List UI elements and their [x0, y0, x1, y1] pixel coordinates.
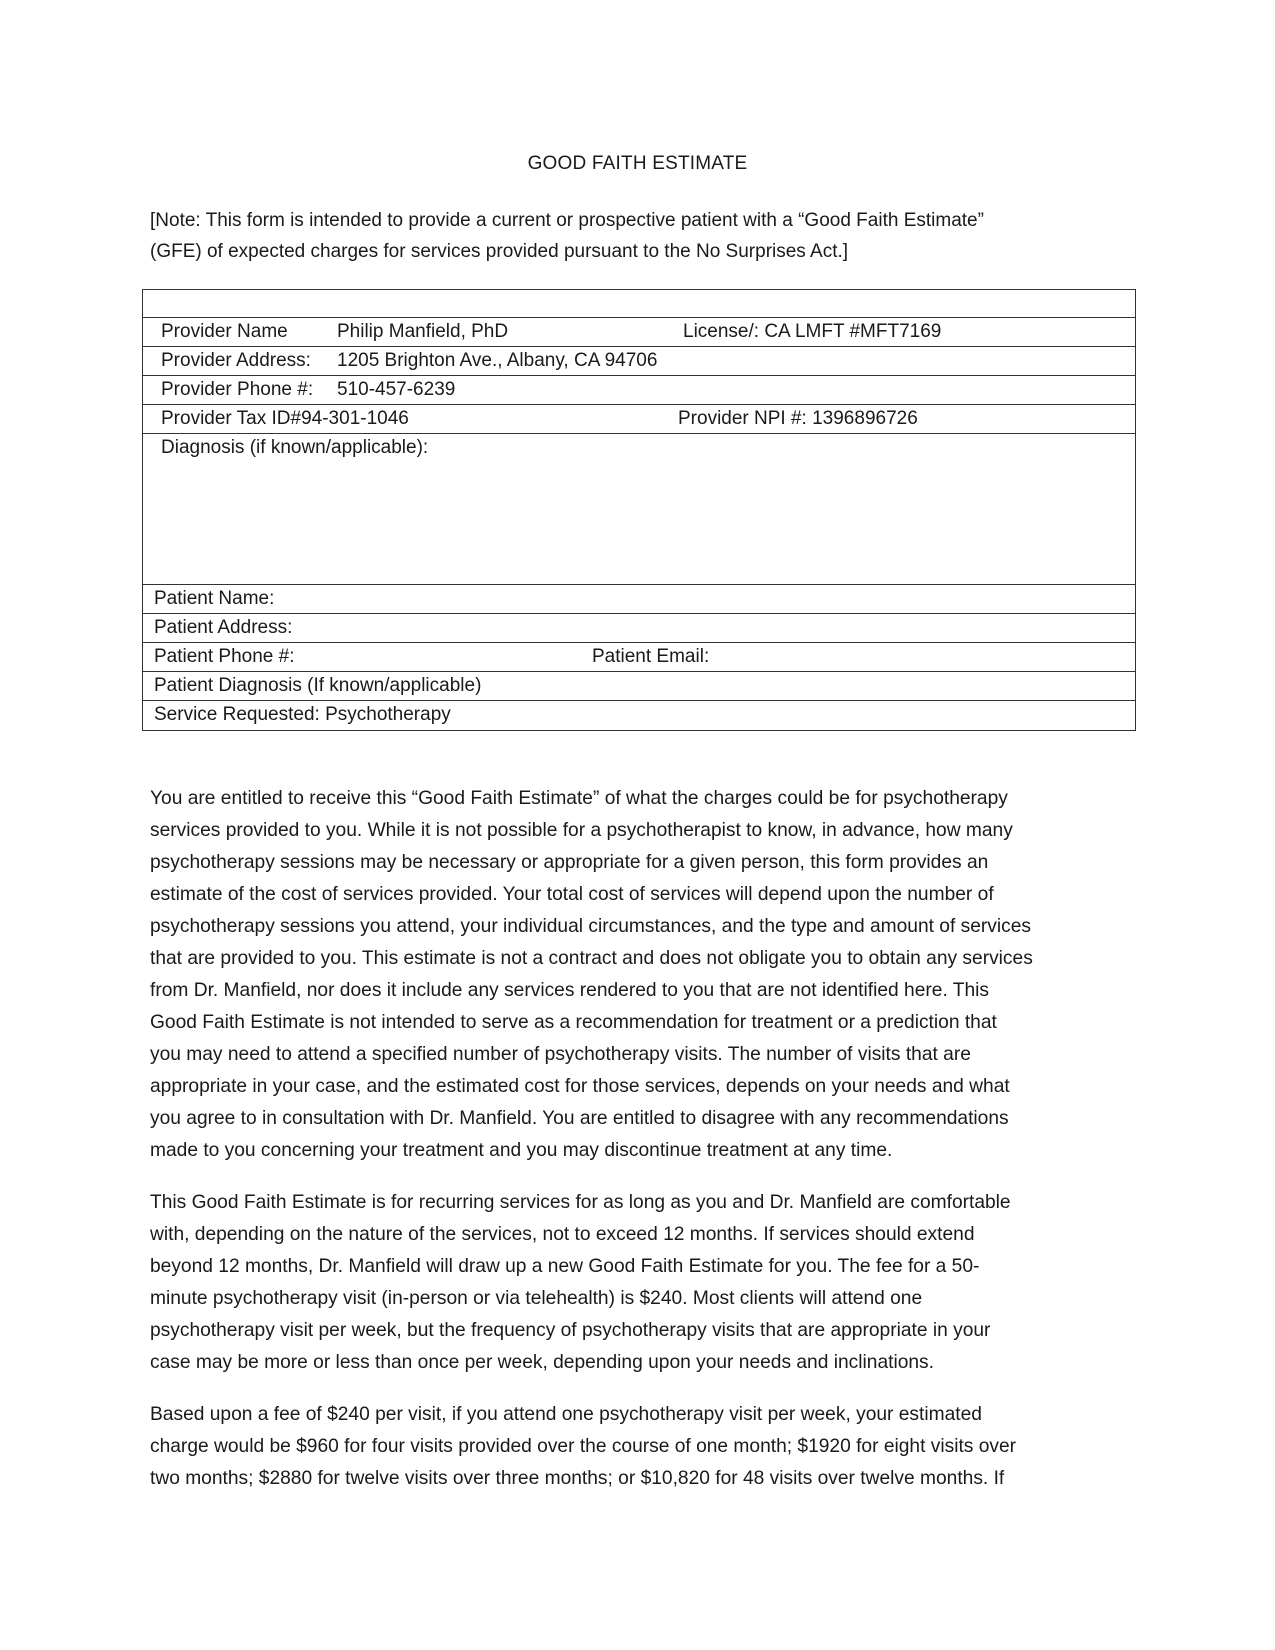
provider-npi: Provider NPI #: 1396896726	[678, 408, 918, 429]
service-requested: Service Requested: Psychotherapy	[154, 704, 451, 725]
text-line: that are provided to you. This estimate is not a contract and does not obligate you to obtain any services	[150, 948, 1033, 969]
paragraph-2	[150, 1187, 1130, 1379]
provider-name-value: Philip Manfield, PhD	[337, 321, 509, 342]
provider-tax-id: Provider Tax ID#94-301-1046	[161, 408, 409, 429]
text-line: case may be more or less than once per week, depending upon your needs and inclinations.	[150, 1352, 934, 1373]
provider-tax-row	[143, 405, 1135, 434]
note-line: (GFE) of expected charges for services provided pursuant to the No Surprises Act.]	[150, 241, 849, 262]
text-line: beyond 12 months, Dr. Manfield will draw up a new Good Faith Estimate for you. The fee for a 50-	[150, 1256, 980, 1277]
text-line: you agree to in consultation with Dr. Manfield. You are entitled to disagree with any recommendations	[150, 1108, 1009, 1129]
text-line: psychotherapy sessions you attend, your individual circumstances, and the type and amount of services	[150, 916, 1031, 937]
text-line: Based upon a fee of $240 per visit, if you attend one psychotherapy visit per week, your estimated	[150, 1404, 982, 1425]
body-text	[150, 783, 1130, 1515]
text-line: minute psychotherapy visit (in-person or via telehealth) is $240. Most clients will attend one	[150, 1288, 923, 1309]
patient-phone-row	[143, 643, 1135, 672]
text-line: You are entitled to receive this “Good Faith Estimate” of what the charges could be for psychotherapy	[150, 788, 1008, 809]
text-line: estimate of the cost of services provided. Your total cost of services will depend upon the number of	[150, 884, 994, 905]
provider-address-row	[143, 347, 1135, 376]
provider-phone-row	[143, 376, 1135, 405]
table-row-empty	[143, 290, 1135, 318]
service-requested-row	[143, 701, 1135, 730]
text-line: from Dr. Manfield, nor does it include any services rendered to you that are not identified here. This	[150, 980, 990, 1001]
text-line: you may need to attend a specified number of psychotherapy visits. The number of visits that are	[150, 1044, 971, 1065]
note-block	[150, 205, 1130, 267]
patient-name-label: Patient Name:	[154, 588, 275, 609]
patient-diagnosis-row	[143, 672, 1135, 701]
patient-email-label: Patient Email:	[592, 646, 710, 667]
text-line: made to you concerning your treatment and you may discontinue treatment at any time.	[150, 1140, 893, 1161]
diagnosis-label: Diagnosis (if known/applicable):	[161, 437, 429, 458]
text-line: appropriate in your case, and the estimated cost for those services, depends on your needs and what	[150, 1076, 1010, 1097]
paragraph-3	[150, 1399, 1130, 1495]
provider-name-label: Provider Name	[161, 321, 288, 342]
info-table	[142, 289, 1136, 731]
patient-diagnosis-label: Patient Diagnosis (If known/applicable)	[154, 675, 482, 696]
patient-address-row	[143, 614, 1135, 643]
text-line: two months; $2880 for twelve visits over three months; or $10,820 for 48 visits over twelve months. If	[150, 1468, 1005, 1489]
provider-license: License/: CA LMFT #MFT7169	[683, 321, 942, 342]
note-line: [Note: This form is intended to provide a current or prospective patient with a “Good Faith Estimate”	[150, 210, 984, 231]
patient-name-row	[143, 585, 1135, 614]
patient-phone-label: Patient Phone #:	[154, 646, 295, 667]
provider-address-label: Provider Address:	[161, 350, 311, 371]
patient-address-label: Patient Address:	[154, 617, 293, 638]
text-line: psychotherapy sessions may be necessary or appropriate for a given person, this form provides an	[150, 852, 989, 873]
provider-name-row	[143, 318, 1135, 347]
text-line: psychotherapy visit per week, but the frequency of psychotherapy visits that are appropriate in your	[150, 1320, 991, 1341]
provider-address-value: 1205 Brighton Ave., Albany, CA 94706	[337, 350, 658, 371]
text-line: Good Faith Estimate is not intended to serve as a recommendation for treatment or a prediction that	[150, 1012, 997, 1033]
text-line: charge would be $960 for four visits provided over the course of one month; $1920 for eight visits over	[150, 1436, 1017, 1457]
provider-phone-label: Provider Phone #:	[161, 379, 314, 400]
paragraph-1	[150, 783, 1130, 1167]
text-line: with, depending on the nature of the services, not to exceed 12 months. If services should extend	[150, 1224, 975, 1245]
text-line: This Good Faith Estimate is for recurring services for as long as you and Dr. Manfield are comfortable	[150, 1192, 1011, 1213]
text-line: services provided to you. While it is not possible for a psychotherapist to know, in advance, how many	[150, 820, 1013, 841]
provider-phone-value: 510-457-6239	[337, 379, 456, 400]
diagnosis-row	[143, 434, 1135, 585]
document-title: GOOD FAITH ESTIMATE	[527, 153, 748, 174]
